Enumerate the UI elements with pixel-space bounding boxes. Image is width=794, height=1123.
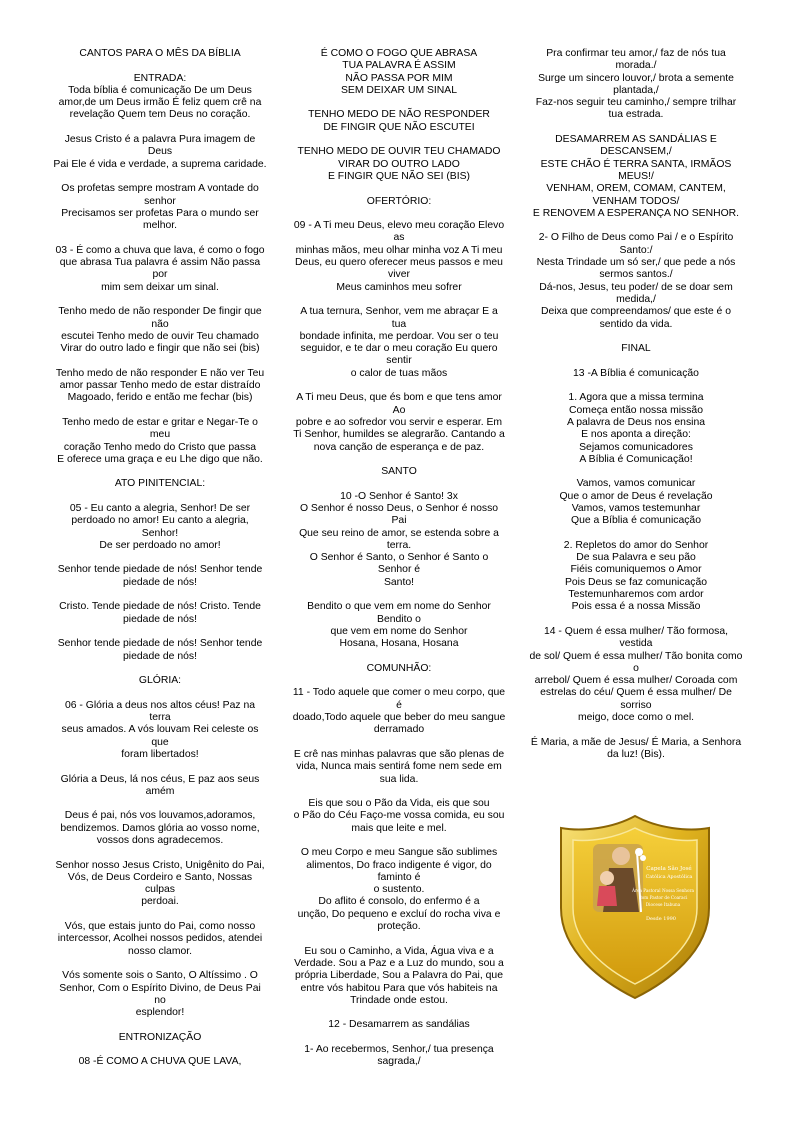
col1-paragraph: Jesus Cristo é a palavra Pura imagem de Deus Pai Ele é vida e verdade, a suprema caridade. [53,134,267,170]
col2-paragraph: OFERTÓRIO: [366,195,432,207]
col1-paragraph: Tenho medo de não responder E não ver Teu amor passar Tenho medo de estar distraído Magoado, ferido e então me fechar (bis) [55,367,265,404]
col3-paragraph: 14 - Quem é essa mulher/ Tão formosa, vestida de sol/ Quem é essa mulher/ Tão bonita como o arrebol/ Quem é essa mulher/ Coroada com estrelas do céu/ Quem é essa mulher/ De sorriso meigo, doce como o mel. [529,625,743,724]
col2-paragraph: TENHO MEDO DE OUVIR TEU CHAMADO VIRAR DO OUTRO LADO E FINGIR QUE NÃO SEI (BIS) [297,146,501,182]
col1-paragraph: Senhor nosso Jesus Cristo, Unigênito do Pai, Vós, de Deus Cordeiro e Santo, Nossas culpas perdoai. [55,859,265,908]
column-2 [286,48,512,1081]
col1-paragraph: Cristo. Tende piedade de nós! Cristo. Tende piedade de nós! [59,601,261,625]
column-1 [50,48,270,1081]
shield-line-3: Área Pastoral Nossa Senhora [631,888,695,893]
col2-paragraph: Bendito o que vem em nome do Senhor Bendito o que vem em nome do Senhor Hosana, Hosana, Hosana [307,601,491,650]
col1-paragraph: Os profetas sempre mostram A vontade do senhor Precisamos ser profetas Para o mundo ser melhor. [61,183,259,232]
col3-paragraph: 1. Agora que a missa termina Começa então nossa missão A palavra de Deus nos ensina E nos aponta a direção: Sejamos comunicadores A Bíblia é Comunicação! [566,392,706,465]
col1-paragraph: Tenho medo de estar e gritar e Negar-Te o meu coração Tenho medo do Cristo que passa E oferece uma graça e eu Lhe digo que não. [57,416,263,465]
col2-paragraph: O meu Corpo e meu Sangue são sublimes alimentos, Do fraco indigente é vigor, do faminto é o sustento. Do aflito é consolo, do enfermo é a unção, Do pequeno e excluí do rocha viva e proteção. [297,847,501,933]
shield-line-1: Capela São José [646,866,692,872]
col3-paragraph: É Maria, a mãe de Jesus/ É Maria, a Senhora da luz! (Bis). [530,736,742,760]
col1-paragraph: 03 - É como a chuva que lava, é como o fogo que abrasa Tua palavra é assim Não passa por mim sem deixar um sinal. [55,244,265,293]
col3-paragraph: DESAMARREM AS SANDÁLIAS E DESCANSEM,/ ESTE CHÃO É TERRA SANTA, IRMÃOS MEUS!/ VENHAM, OREM, COMAM, CANTEM, VENHAM TODOS/ E RENOVEM A ESPERANÇA NO SENHOR. [532,134,740,219]
shield-line-6: Desde 1990 [645,916,677,922]
saint-joseph-image [593,844,646,912]
col2-paragraph: 1- Ao recebermos, Senhor,/ tua presença sagrada,/ [304,1044,494,1068]
col1-paragraph: CANTOS PARA O MÊS DA BÍBLIA [79,48,241,59]
col2-paragraph: É COMO O FOGO QUE ABRASA TUA PALAVRA É ASSIM NÃO PASSA POR MIM SEM DEIXAR UM SINAL [320,48,478,96]
col1-paragraph: GLÓRIA: [138,675,182,687]
col1-paragraph: Vós somente sois o Santo, O Altíssimo . O Senhor, Com o Espírito Divino, de Deus Pai no esplendor! [59,970,261,1019]
col3-paragraph: Vamos, vamos comunicar Que o amor de Deus é revelação Vamos, vamos testemunhar Que a Bíblia é comunicação [559,478,713,527]
col1-paragraph: Tenho medo de não responder De fingir que não escutei Tenho medo de ouvir Teu chamado Virar do outro lado e fingir que não sei (bis) [58,306,262,355]
col3-paragraph: 2- O Filho de Deus como Pai / e o Espírito Santo:/ Nesta Trindade um só ser,/ que pede a nós sermos santos./ Dá-nos, Jesus, teu poder/ de se doar sem medida,/ Deixa que compreendamos/ que este é o sentido da vida. [536,232,736,330]
col1-paragraph: ENTRONIZAÇÃO [118,1031,202,1043]
shield-line-4: Bom Pastor de Coaraci [638,895,688,900]
col2-paragraph: 12 - Desamarrem as sandálias [328,1019,470,1031]
col3-paragraph: FINAL [621,343,651,355]
col1-paragraph: Deus é pai, nós vos louvamos,adoramos, bendizemos. Damos glória ao vosso nome, vossos dons agradecemos. [60,810,260,846]
col1-paragraph: Senhor tende piedade de nós! Senhor tende piedade de nós! [57,638,263,662]
col1-paragraph: Glória a Deus, lá nos céus, E paz aos seus amém [60,773,260,797]
col2-paragraph: Eis que sou o Pão da Vida, eis que sou o Pão do Céu Faço-me vossa comida, eu sou mais que leite e mel. [293,798,505,834]
col2-paragraph: 10 -O Senhor é Santo! 3x O Senhor é nosso Deus, o Senhor é nosso Pai Que seu reino de amor, se estenda sobre a terra. O Senhor é Santo, o Senhor é Santo o Senhor é Santo! [299,490,499,588]
col2-paragraph: 11 - Todo aquele que comer o meu corpo, que é doado,Todo aquele que beber do meu sangue derramado [292,687,506,736]
column-3 [524,48,748,774]
parish-shield-emblem [557,812,713,1002]
col3-paragraph: 13 -A Bíblia é comunicação [573,367,699,379]
col1-paragraph: Senhor tende piedade de nós! Senhor tende piedade de nós! [57,564,263,588]
col2-paragraph: COMUNHÃO: [366,662,432,674]
col3-paragraph: 2. Repletos do amor do Senhor De sua Palavra e seu pão Fiéis comuniquemos o Amor Pois Deus se faz comunicação Testemunharemos com ardor Pois essa é a nossa Missão [563,539,709,613]
col1-paragraph: 06 - Glória a deus nos altos céus! Paz na terra seus amados. A vós louvam Rei celeste os que foram libertados! [61,699,259,760]
col2-paragraph: 09 - A Ti meu Deus, elevo meu coração Elevo as minhas mãos, meu olhar minha voz A Ti meu Deus, eu quero oferecer meus passos e meu viver Meus caminhos meu sofrer [293,220,505,293]
col2-paragraph: Eu sou o Caminho, a Vida, Água viva e a Verdade. Sou a Paz e a Luz do mundo, sou a própria Liberdade, Sou a Palavra do Pai, que entre vós habitou Para que vós habiteis na Trindade onde estou. [294,945,504,1006]
shield-line-5: Diocese Itabuna [645,902,681,907]
col2-paragraph: TENHO MEDO DE NÃO RESPONDER DE FINGIR QUE NÃO ESCUTEI [308,109,490,133]
col1-paragraph: 08 -É COMO A CHUVA QUE LAVA, [78,1056,242,1068]
col1-paragraph: Vós, que estais junto do Pai, como nosso intercessor, Acolhei nossos pedidos, atendei nosso clamor. [57,921,263,957]
col1-paragraph: ENTRADA: Toda bíblia é comunicação De um Deus amor,de um Deus irmão É feliz quem crê na revelação Quem tem Deus no coração. [58,72,262,121]
col2-paragraph: SANTO [381,466,417,478]
col3-paragraph: Pra confirmar teu amor,/ faz de nós tua morada./ Surge um sincero louvor,/ brota a semente plantada,/ Faz-nos seguir teu caminho,/ sempre trilhar tua estrada. [535,48,737,121]
col2-paragraph: E crê nas minhas palavras que são plenas de vida, Nunca mais sentirá fome nem sede em sua lida. [293,748,505,785]
col2-paragraph: A Ti meu Deus, que és bom e que tens amor Ao pobre e ao sofredor vou servir e esperar. Em Ti Senhor, humildes se alegrarão. Cantando a nova canção de esperança e de paz. [293,392,505,453]
shield-line-2: Católica Apostólica [645,875,693,880]
col1-paragraph: 05 - Eu canto a alegria, Senhor! De ser perdoado no amor! Eu canto a alegria, Senhor! De ser perdoado no amor! [69,502,251,551]
col1-paragraph: ATO PINITENCIAL: [114,478,206,490]
col2-paragraph: A tua ternura, Senhor, vem me abraçar E a tua bondade infinita, me perdoar. Vou ser o teu seguidor, e te dar o meu coração Eu quero sentir o calor de tuas mãos [299,306,499,379]
